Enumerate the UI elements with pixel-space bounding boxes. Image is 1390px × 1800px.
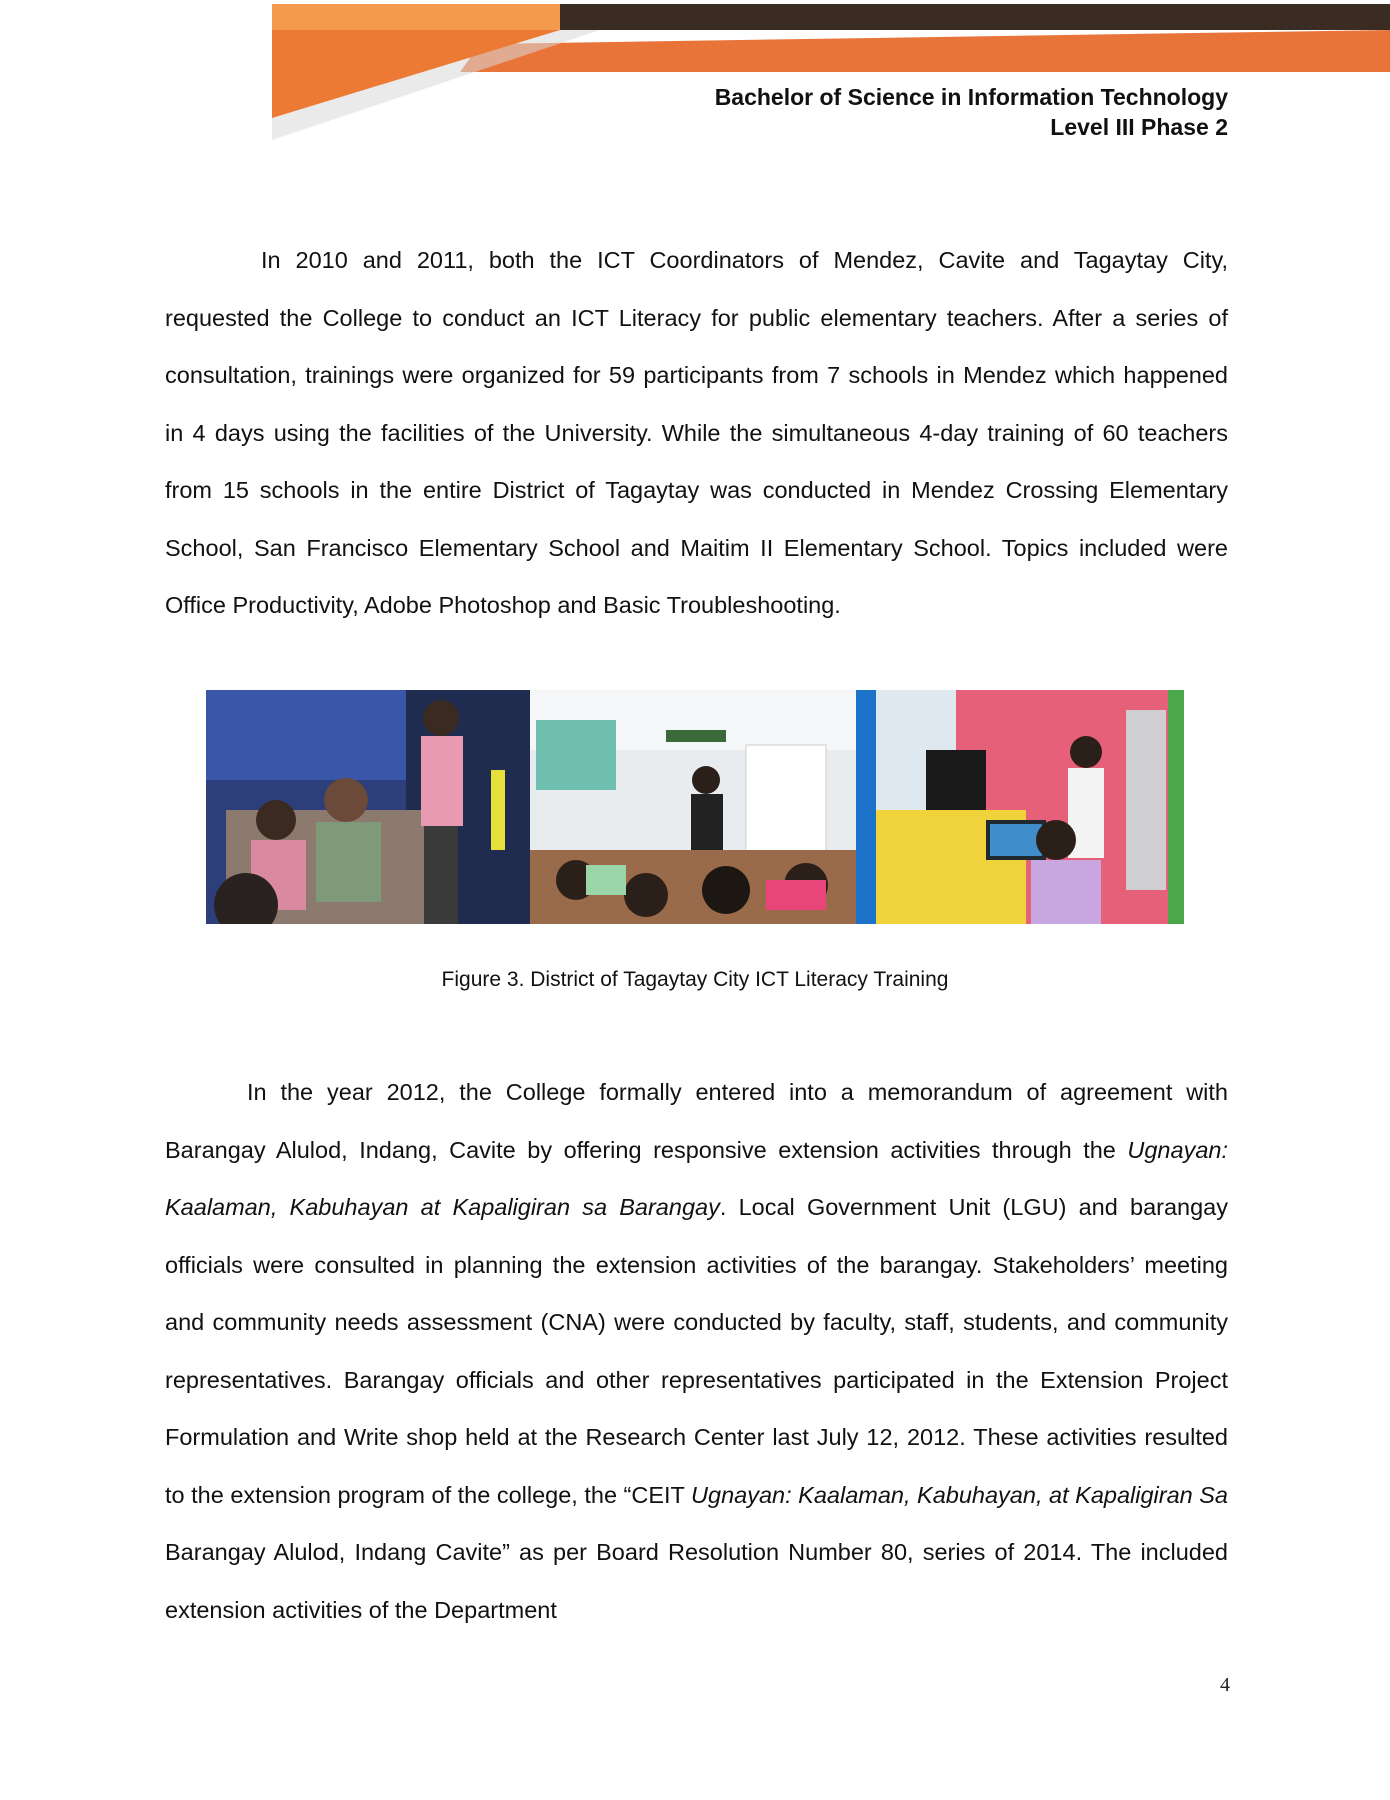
paragraph-2-italic1: Ugnayan: Kaalaman, Kabuhayan at Kapaligiran sa Barangay <box>165 1136 1228 1220</box>
figure-caption-text: Figure 3. District of Tagaytay City ICT Literacy Training <box>441 968 949 991</box>
level-phase: Level III Phase 2 <box>1050 114 1228 140</box>
paragraph-2 <box>165 1064 1228 1639</box>
photo-3 <box>856 690 1184 924</box>
photo-1 <box>206 690 530 924</box>
figure-caption <box>0 968 1390 992</box>
training-photos <box>206 690 1184 924</box>
page-number: 4 <box>1220 1674 1230 1696</box>
paragraph-2-italic2: Ugnayan: Kaalaman, Kabuhayan, at Kapaligiran Sa <box>691 1481 1228 1508</box>
banner-orange-right <box>460 30 1390 72</box>
photo-2 <box>530 690 856 924</box>
paragraph-2-part3: Barangay Alulod, Indang Cavite” as per Board Resolution Number 80, series of 2014. The included extension activities of the Department <box>165 1539 1228 1623</box>
program-name: Bachelor of Science in Information Technology <box>714 84 1228 110</box>
paragraph-2-part1: In the year 2012, the College formally entered into a memorandum of agreement with Barangay Alulod, Indang, Cavite by offering responsive extension activities through the <box>165 1079 1228 1163</box>
header-title <box>715 82 1228 142</box>
paragraph-1: In 2010 and 2011, both the ICT Coordinators of Mendez, Cavite and Tagaytay City, requested the College to conduct an ICT Literacy for public elementary teachers. After a series of consultation, trainings were organized for 59 participants from 7 schools in Mendez which happened in 4 days using the facilities of the University. While the simultaneous 4-day training of 60 teachers from 15 schools in the entire District of Tagaytay was conducted in Mendez Crossing Elementary School, San Francisco Elementary School and Maitim II Elementary School. Topics included were Office Productivity, Adobe Photoshop and Basic Troubleshooting. <box>165 247 1228 618</box>
paragraph-2-part2: . Local Government Unit (LGU) and barangay officials were consulted in planning the extension activities of the barangay. Stakeholders’ meeting and community needs assessment (CNA) were conducted by faculty, staff, students, and community representatives. Barangay officials and other representatives participated in the Extension Project Formulation and Write shop held at the Research Center last July 12, 2012. These activities resulted to the extension program of the college, the “CEIT <box>165 1194 1228 1508</box>
